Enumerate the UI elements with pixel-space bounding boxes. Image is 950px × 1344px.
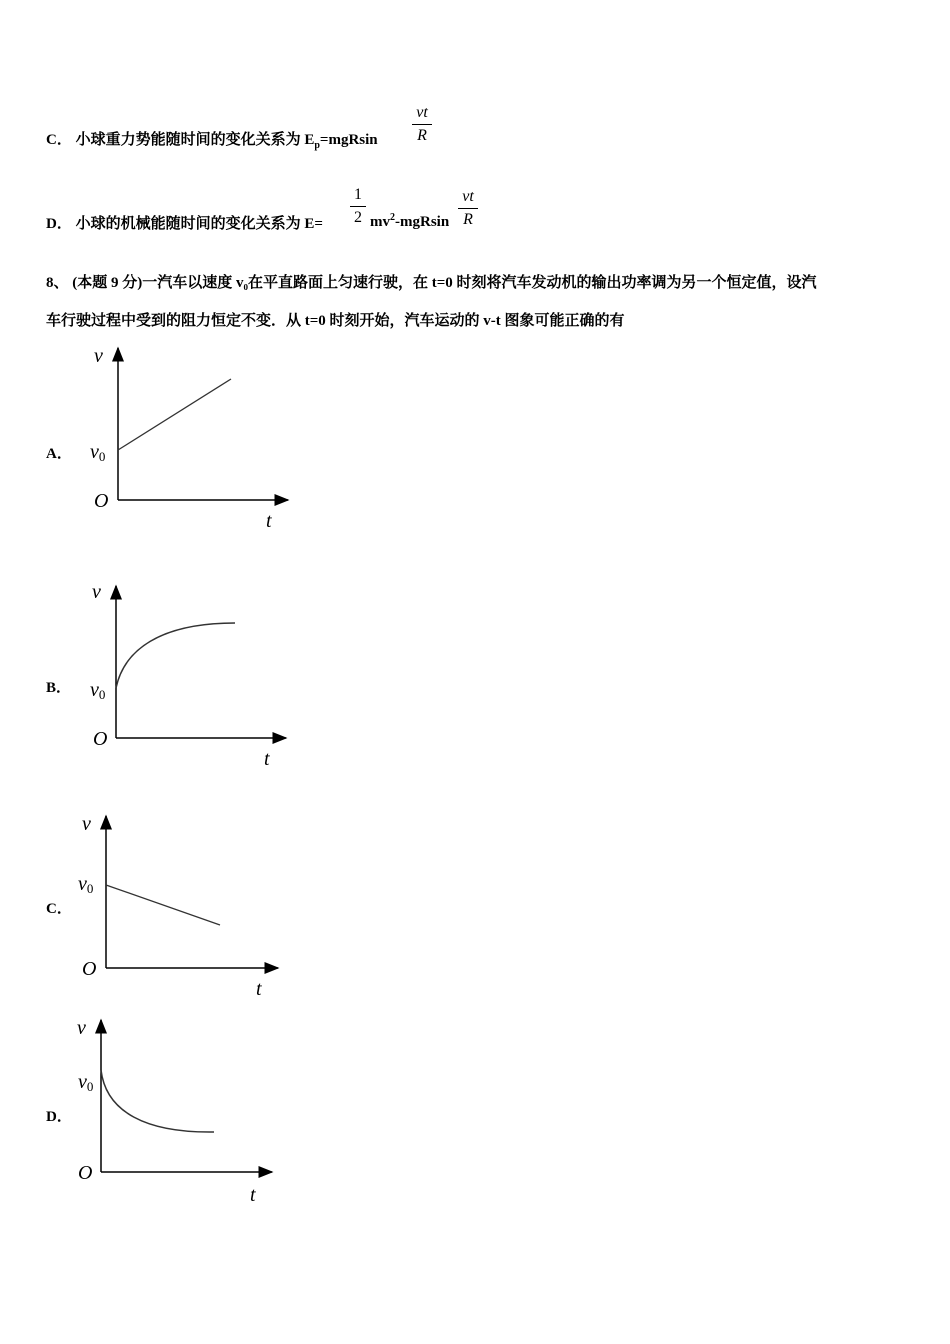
graph-b-v-label: v (92, 581, 101, 603)
option-d-half-den: 2 (354, 209, 362, 226)
graph-a-v-label: v (94, 345, 103, 367)
option-c-frac-den: R (417, 127, 427, 144)
graph-b-t-label: t (264, 748, 270, 770)
graph-b-v0-label (90, 679, 105, 702)
graph-a-origin: O (94, 490, 109, 512)
graph-b (80, 578, 300, 773)
graph-d-t-label: t (250, 1184, 256, 1206)
question-8-line-1 (46, 271, 817, 292)
graph-d (76, 1012, 296, 1207)
option-d-frac-num: vt (462, 188, 474, 205)
graph-c-v-label: v (82, 813, 91, 835)
graph-a-v0-label (90, 441, 105, 464)
option-d-sup: 2 (390, 212, 395, 223)
graph-c-v0-v: v (78, 873, 87, 895)
option-c-label: C． (46, 132, 72, 148)
graph-b-label: B． (46, 680, 72, 696)
option-c-sub: p (314, 140, 320, 151)
graph-a-curve (118, 379, 231, 450)
graph-b-origin: O (93, 728, 108, 750)
option-d-text (46, 212, 323, 233)
graph-d-curve (101, 1070, 214, 1132)
graph-b-curve (116, 623, 235, 688)
graph-c-v0-label (78, 873, 93, 896)
graph-a-t-label: t (266, 510, 272, 532)
option-d-text-after (370, 212, 449, 231)
graph-b-v0-sub: 0 (98, 687, 106, 702)
graph-d-v0-v: v (78, 1071, 87, 1093)
option-d-half (350, 186, 366, 227)
question-8-number: 8、 (46, 275, 69, 291)
option-d-mid: mv (370, 214, 390, 230)
graph-c-label: C． (46, 901, 72, 917)
graph-c-v0-sub: 0 (86, 881, 94, 896)
option-d-half-num: 1 (354, 186, 362, 203)
graph-d-v-label: v (77, 1017, 86, 1039)
option-d-label: D． (46, 216, 72, 232)
option-d-body: 小球的机械能随时间的变化关系为 E= (75, 216, 323, 232)
graph-a-label: A． (46, 446, 72, 462)
option-c-body-after: =mgRsin (319, 132, 378, 148)
graph-d-label: D． (46, 1109, 72, 1125)
graph-b-v0-v: v (90, 679, 99, 701)
option-d-frac-den: R (463, 211, 473, 228)
option-d-after: -mgRsin (395, 214, 450, 230)
option-c-text (46, 128, 378, 151)
option-d-fraction (458, 188, 478, 229)
graph-a (80, 340, 300, 535)
graph-a-v0-sub: 0 (98, 449, 106, 464)
graph-d-v0-label (78, 1071, 93, 1094)
graph-c (76, 808, 296, 1003)
question-8-stem-1: (本题 9 分)一汽车以速度 v₀在平直路面上匀速行驶，在 t=0 时刻将汽车发动机的输出功率调为另一个恒定值，设汽 (72, 275, 817, 291)
graph-a-v0-v: v (90, 441, 99, 463)
graph-c-t-label: t (256, 978, 262, 1000)
graph-c-curve (106, 885, 220, 925)
option-c-frac-num: vt (416, 104, 428, 121)
graph-d-origin: O (78, 1162, 93, 1184)
option-c-body: 小球重力势能随时间的变化关系为 E (75, 132, 315, 148)
graph-d-v0-sub: 0 (86, 1079, 94, 1094)
graph-c-origin: O (82, 958, 97, 980)
question-8-line-2: 车行驶过程中受到的阻力恒定不变．从 t=0 时刻开始，汽车运动的 v-t 图象可能正确的有 (46, 313, 625, 329)
option-c-fraction (412, 104, 432, 145)
